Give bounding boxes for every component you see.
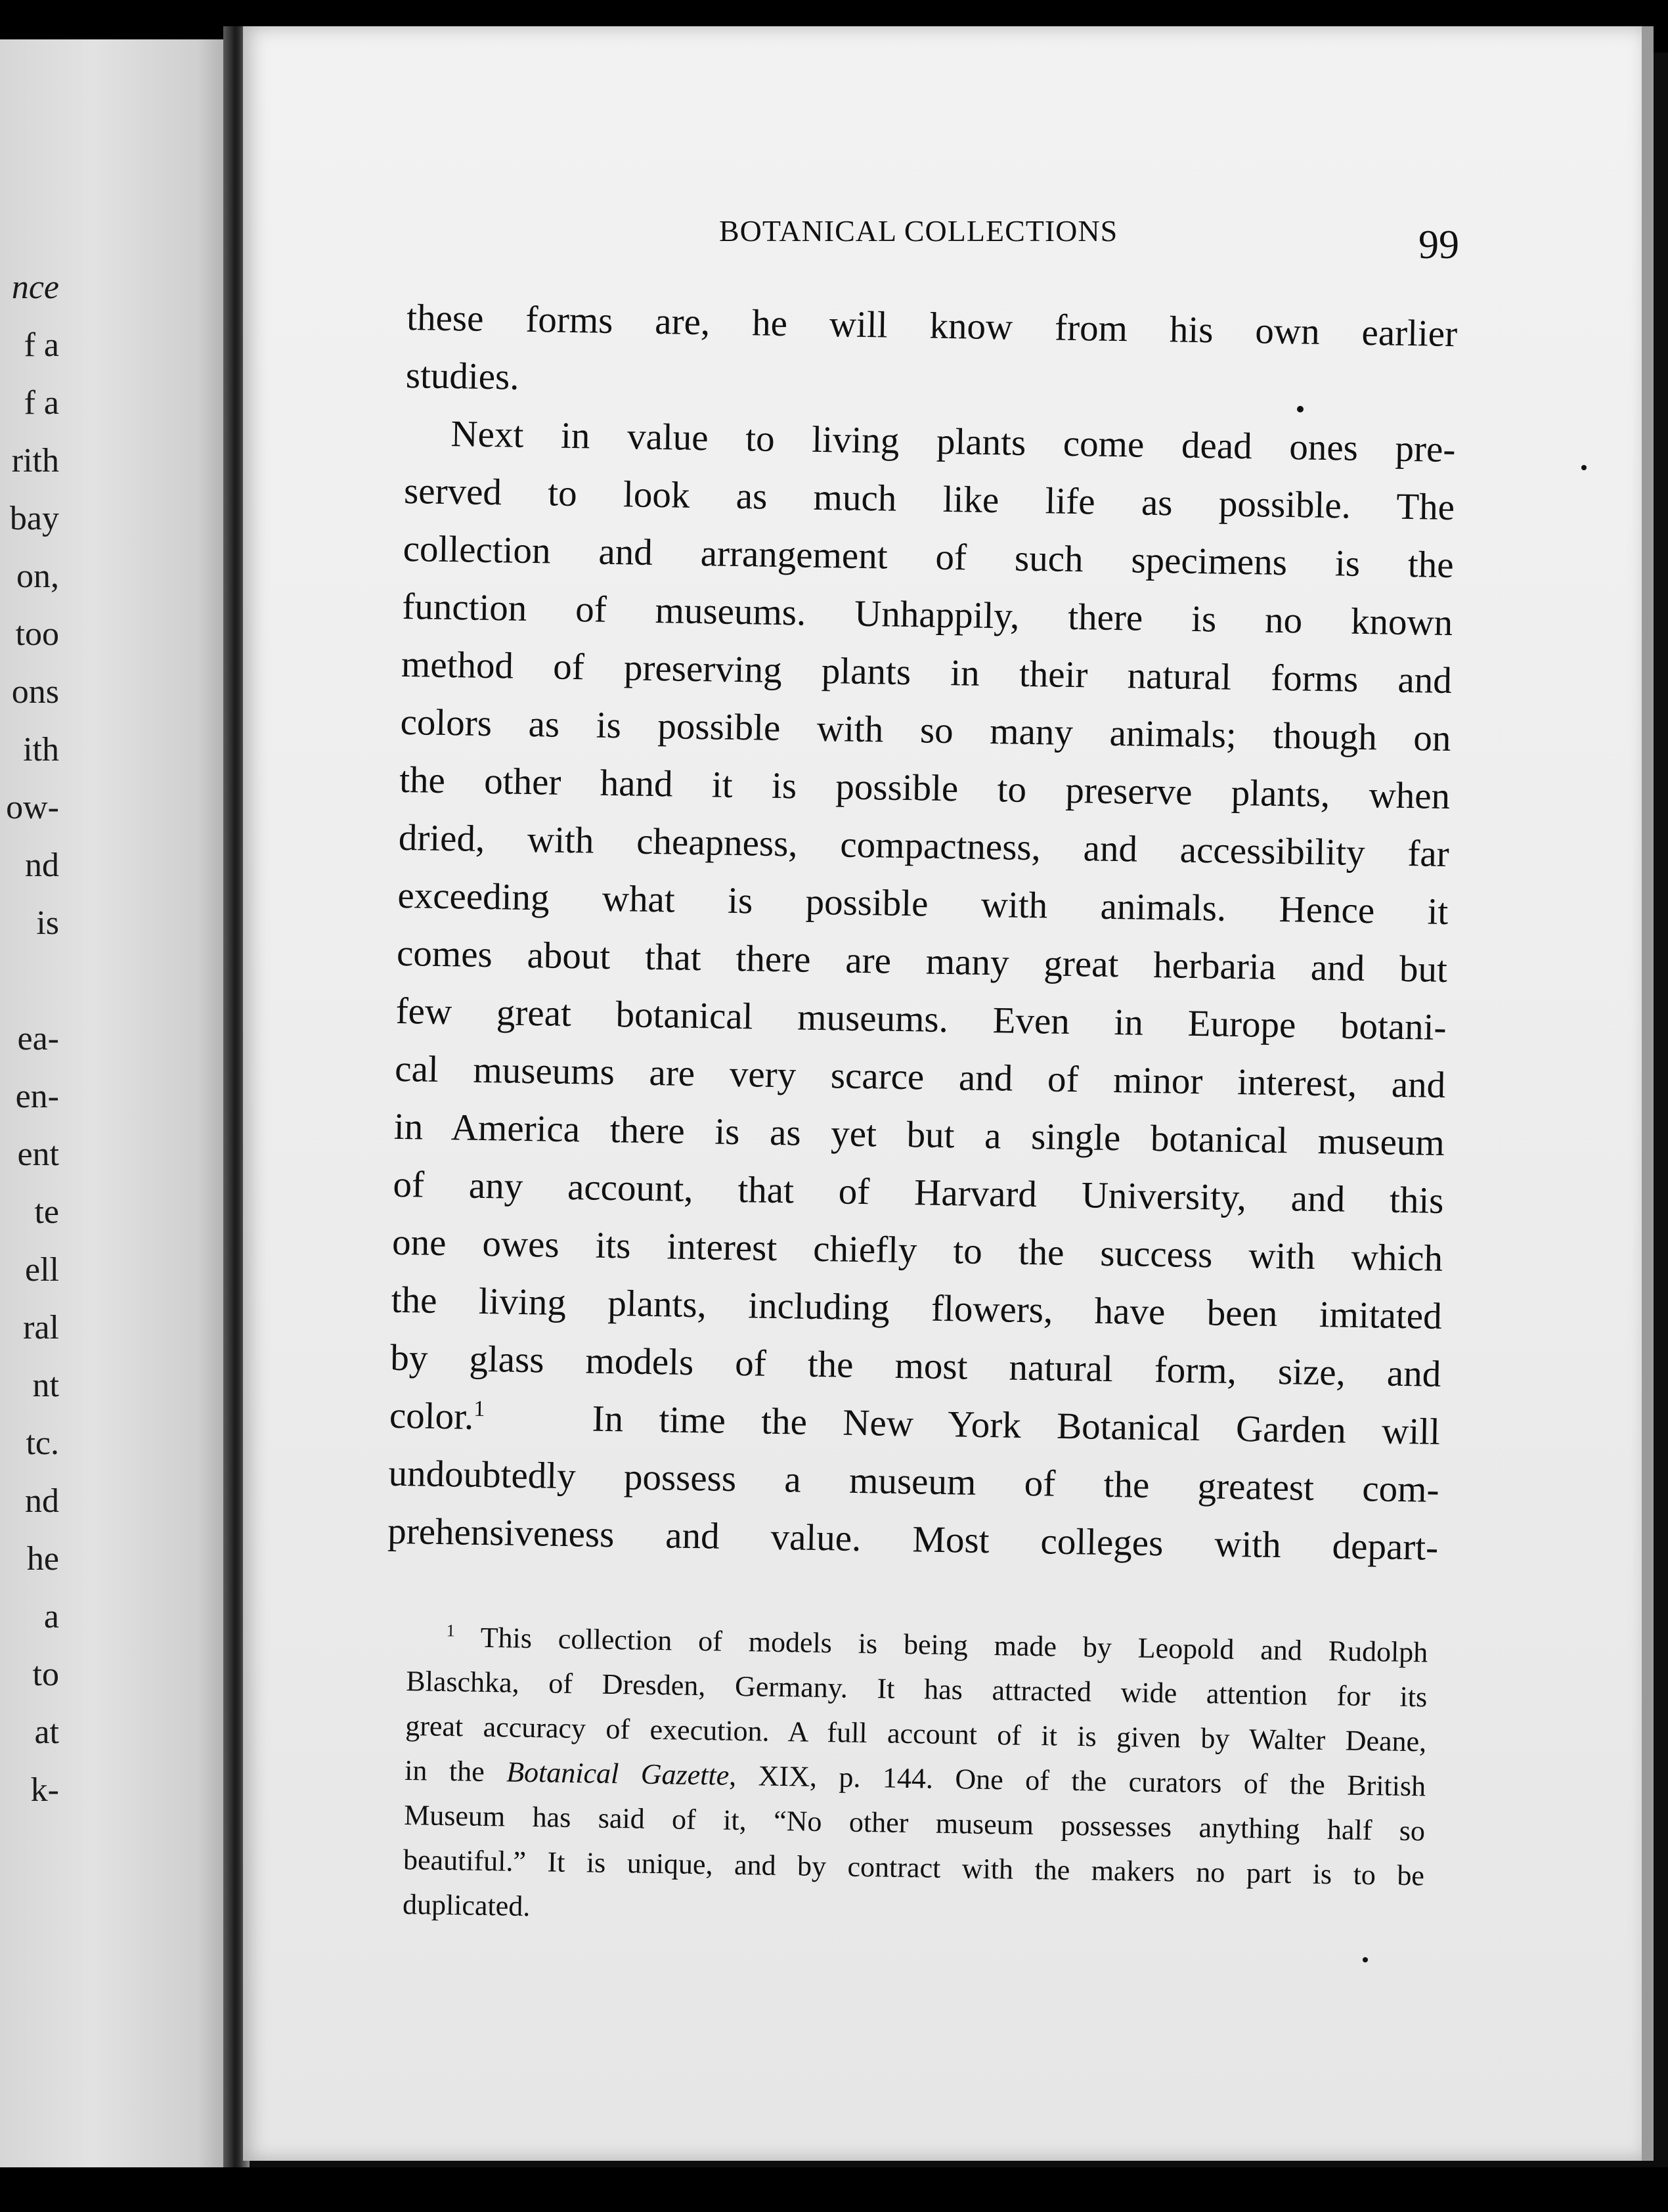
page-number: 99 bbox=[1418, 223, 1459, 267]
text-segment: in the bbox=[404, 1754, 485, 1788]
text-line: dried, with cheapness, compactness, and accessibility far bbox=[398, 816, 1450, 875]
left-page bbox=[0, 39, 233, 2174]
left-page-fragment: ea- bbox=[17, 1020, 59, 1057]
text-segment: , XIX, p. 144. One of the curators of the British bbox=[728, 1759, 1426, 1803]
text-line: the other hand it is possible to preserve plants, when bbox=[399, 759, 1451, 818]
footnote-marker: 1 bbox=[446, 1620, 456, 1641]
footnote-reference: 1 bbox=[473, 1396, 485, 1422]
scan-speck bbox=[1297, 406, 1304, 412]
left-page-fragment: ell bbox=[25, 1251, 59, 1289]
text-line: cal museums are very scarce and of minor interest, and bbox=[394, 1048, 1446, 1106]
body-text bbox=[387, 289, 1458, 1577]
left-page-fragment: tc. bbox=[26, 1425, 59, 1462]
left-page-fragment: nd bbox=[25, 847, 59, 884]
left-page-fragment: nce bbox=[11, 269, 59, 306]
text-line: served to look as much like life as possible. The bbox=[403, 470, 1455, 529]
left-page-fragment: ow- bbox=[6, 789, 59, 826]
left-page-fragment: a bbox=[43, 1598, 59, 1635]
text-line: undoubtedly possess a museum of the greatest com- bbox=[388, 1452, 1439, 1511]
text-line: these forms are, he will know from his own earlier bbox=[406, 296, 1458, 355]
text-segment: In time the New York Botanical Garden will bbox=[592, 1398, 1441, 1453]
left-page-fragment: en- bbox=[15, 1078, 59, 1115]
left-page-fragment: too bbox=[15, 615, 59, 653]
text-line: Next in value to living plants come dead ones pre- bbox=[450, 413, 1456, 471]
left-page-fragment: to bbox=[32, 1656, 59, 1693]
left-page-fragment: at bbox=[34, 1714, 59, 1751]
scan-speck bbox=[1581, 465, 1587, 470]
journal-title: Botanical Gazette bbox=[506, 1756, 730, 1792]
left-page-fragment: is bbox=[36, 904, 59, 942]
left-page-fragment: f a bbox=[24, 326, 59, 364]
footnote bbox=[403, 1614, 1428, 1943]
left-page-fragment: he bbox=[26, 1540, 59, 1578]
text-segment: This collection of models is being made by Leopold and Rudolph bbox=[480, 1621, 1428, 1669]
left-page-fragment: te bbox=[34, 1193, 59, 1231]
text-segment: color. bbox=[389, 1394, 474, 1438]
left-page-fragment: bay bbox=[9, 500, 59, 537]
left-page-fragment: rith bbox=[11, 442, 59, 479]
left-page-fragment: nt bbox=[32, 1367, 59, 1404]
text-line: of any account, that of Harvard University, and this bbox=[393, 1163, 1444, 1222]
footnote-line: duplicated. bbox=[402, 1888, 531, 1922]
left-page-fragment: k- bbox=[30, 1771, 59, 1809]
text-line: collection and arrangement of such specimens is the bbox=[403, 527, 1455, 586]
footnote-line: great accuracy of execution. A full account of it is given by Walter Deane, bbox=[405, 1709, 1427, 1758]
text-line: by glass models of the most natural form, size, and bbox=[389, 1337, 1441, 1395]
text-line: the living plants, including flowers, have been imitated bbox=[391, 1279, 1443, 1337]
left-page-fragment: nd bbox=[25, 1482, 59, 1520]
text-line: comes about that there are many great herbaria and but bbox=[396, 932, 1448, 991]
scan-bottom-border bbox=[0, 2167, 1668, 2212]
text-line: studies. bbox=[405, 354, 520, 398]
text-line: one owes its interest chiefly to the success with which bbox=[391, 1221, 1443, 1279]
footnote-line: Blaschka, of Dresden, Germany. It has attracted wide attention for its bbox=[406, 1664, 1428, 1714]
left-page-fragment: on, bbox=[16, 558, 59, 595]
left-page-fragment: ons bbox=[11, 673, 59, 711]
text-line: exceeding what is possible with animals. Hence it bbox=[397, 874, 1449, 933]
text-line: few great botanical museums. Even in Europe botani- bbox=[395, 990, 1447, 1048]
footnote-line: Museum has said of it, “No other museum possesses anything half so bbox=[403, 1798, 1426, 1847]
running-head: BOTANICAL COLLECTIONS bbox=[719, 214, 1118, 248]
left-page-fragment: ral bbox=[23, 1309, 59, 1346]
left-page-fragment: ith bbox=[23, 731, 59, 768]
left-page-fragment: ent bbox=[17, 1136, 59, 1173]
text-line: in America there is as yet but a single botanical museum bbox=[393, 1105, 1445, 1164]
text-line: prehensiveness and value. Most colleges with depart- bbox=[387, 1510, 1439, 1568]
left-page-fragment: f a bbox=[24, 384, 59, 422]
text-line: colors as is possible with so many animals; though on bbox=[400, 701, 1451, 760]
text-line: function of museums. Unhappily, there is no known bbox=[401, 585, 1453, 644]
text-line: method of preserving plants in their natural forms and bbox=[401, 643, 1453, 702]
footnote-line: beautiful.” It is unique, and by contract with the makers no part is to be bbox=[403, 1843, 1425, 1892]
scan-speck bbox=[1363, 1957, 1368, 1962]
